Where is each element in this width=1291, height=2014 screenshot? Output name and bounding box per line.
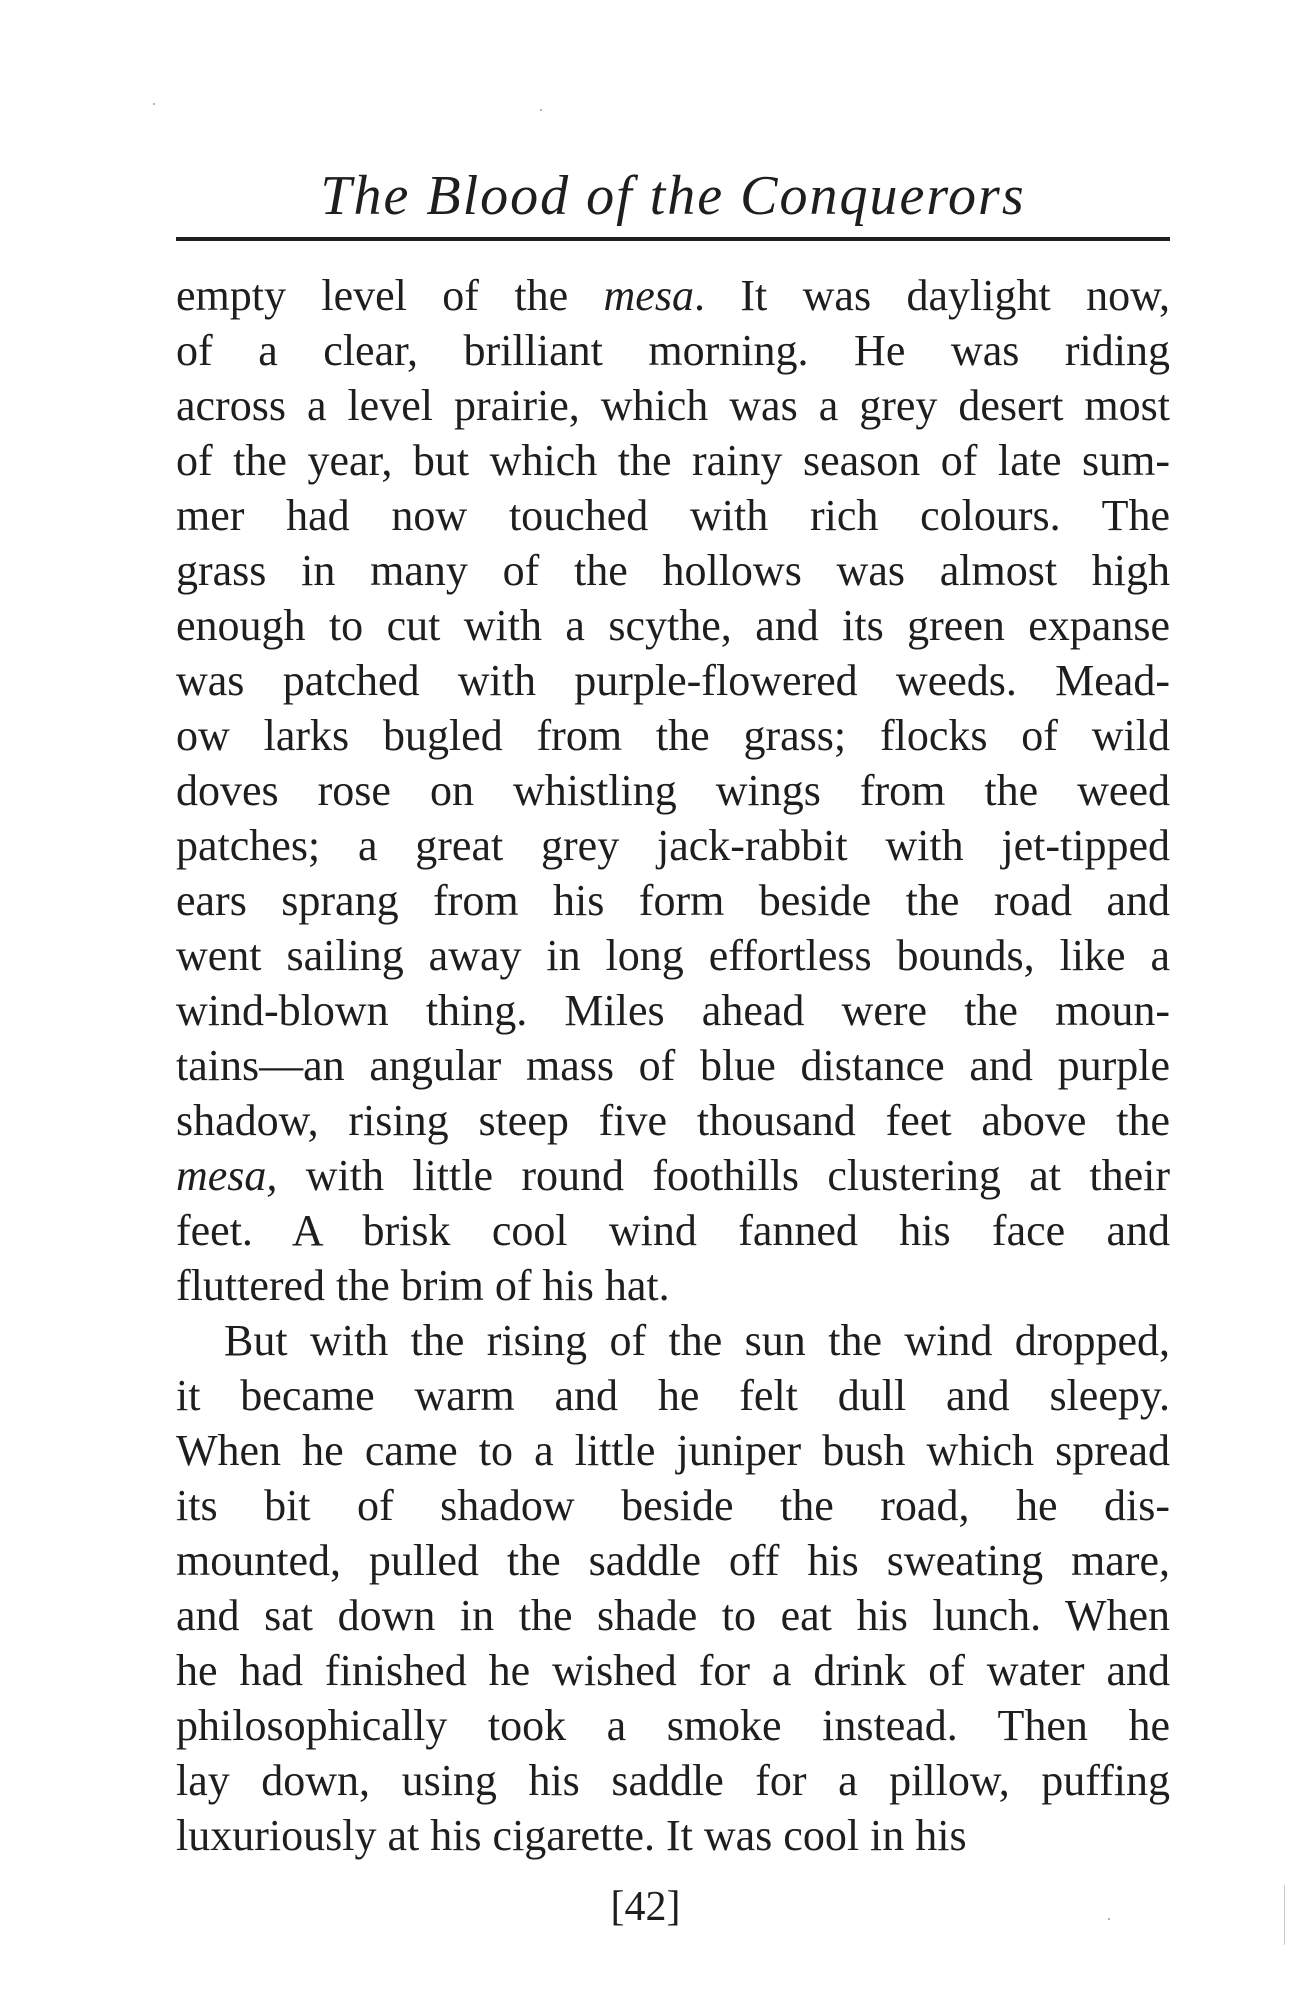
text-line: shadow, rising steep five thousand feet above the <box>176 1096 1170 1145</box>
text-line: its bit of shadow beside the road, he dis- <box>176 1481 1170 1530</box>
text-line: tains—an angular mass of blue distance and purple <box>176 1041 1170 1090</box>
text-line: philosophically took a smoke instead. Then he <box>176 1701 1170 1750</box>
header-rule <box>176 237 1170 241</box>
running-head-title: The Blood of the Conquerors <box>320 165 1026 227</box>
text-line: he had finished he wished for a drink of water and <box>176 1646 1170 1695</box>
text-line: patches; a great grey jack-rabbit with jet-tipped <box>176 821 1170 870</box>
text-line: grass in many of the hollows was almost high <box>176 546 1170 595</box>
scan-speck <box>1108 1918 1110 1920</box>
text-line: was patched with purple-flowered weeds. Mead- <box>176 656 1170 705</box>
scan-speck <box>153 103 155 105</box>
scan-speck <box>540 109 542 111</box>
text-line: empty level of the mesa. It was daylight now, <box>176 271 1170 320</box>
text-line: it became warm and he felt dull and sleepy. <box>176 1371 1170 1420</box>
text-line: of a clear, brilliant morning. He was riding <box>176 326 1170 375</box>
text-line: ears sprang from his form beside the road and <box>176 876 1170 925</box>
text-line: and sat down in the shade to eat his lunch. When <box>176 1591 1170 1640</box>
text-line: mesa, with little round foothills clustering at their <box>176 1151 1170 1200</box>
text-line: doves rose on whistling wings from the weed <box>176 766 1170 815</box>
text-line: fluttered the brim of his hat. <box>176 1261 670 1310</box>
text-line: mer had now touched with rich colours. The <box>176 491 1170 540</box>
text-line: lay down, using his saddle for a pillow, puffing <box>176 1756 1170 1805</box>
text-line: When he came to a little juniper bush which spread <box>176 1426 1170 1475</box>
text-line: enough to cut with a scythe, and its green expanse <box>176 601 1170 650</box>
text-line: went sailing away in long effortless bounds, like a <box>176 931 1170 980</box>
text-line: across a level prairie, which was a grey desert most <box>176 381 1170 430</box>
scan-speck <box>1284 1885 1285 1945</box>
paragraph-1 <box>176 268 1170 1313</box>
body-text <box>176 268 1170 1863</box>
page-number: [42] <box>610 1884 681 1930</box>
text-line: feet. A brisk cool wind fanned his face and <box>176 1206 1170 1255</box>
text-line: mounted, pulled the saddle off his sweating mare, <box>176 1536 1170 1585</box>
text-line: luxuriously at his cigarette. It was cool in his <box>176 1811 967 1860</box>
text-line: ow larks bugled from the grass; flocks of wild <box>176 711 1170 760</box>
text-line: of the year, but which the rainy season of late sum- <box>176 436 1170 485</box>
text-line: wind-blown thing. Miles ahead were the moun- <box>176 986 1170 1035</box>
paragraph-2 <box>176 1313 1170 1863</box>
text-line: But with the rising of the sun the wind dropped, <box>224 1316 1170 1365</box>
